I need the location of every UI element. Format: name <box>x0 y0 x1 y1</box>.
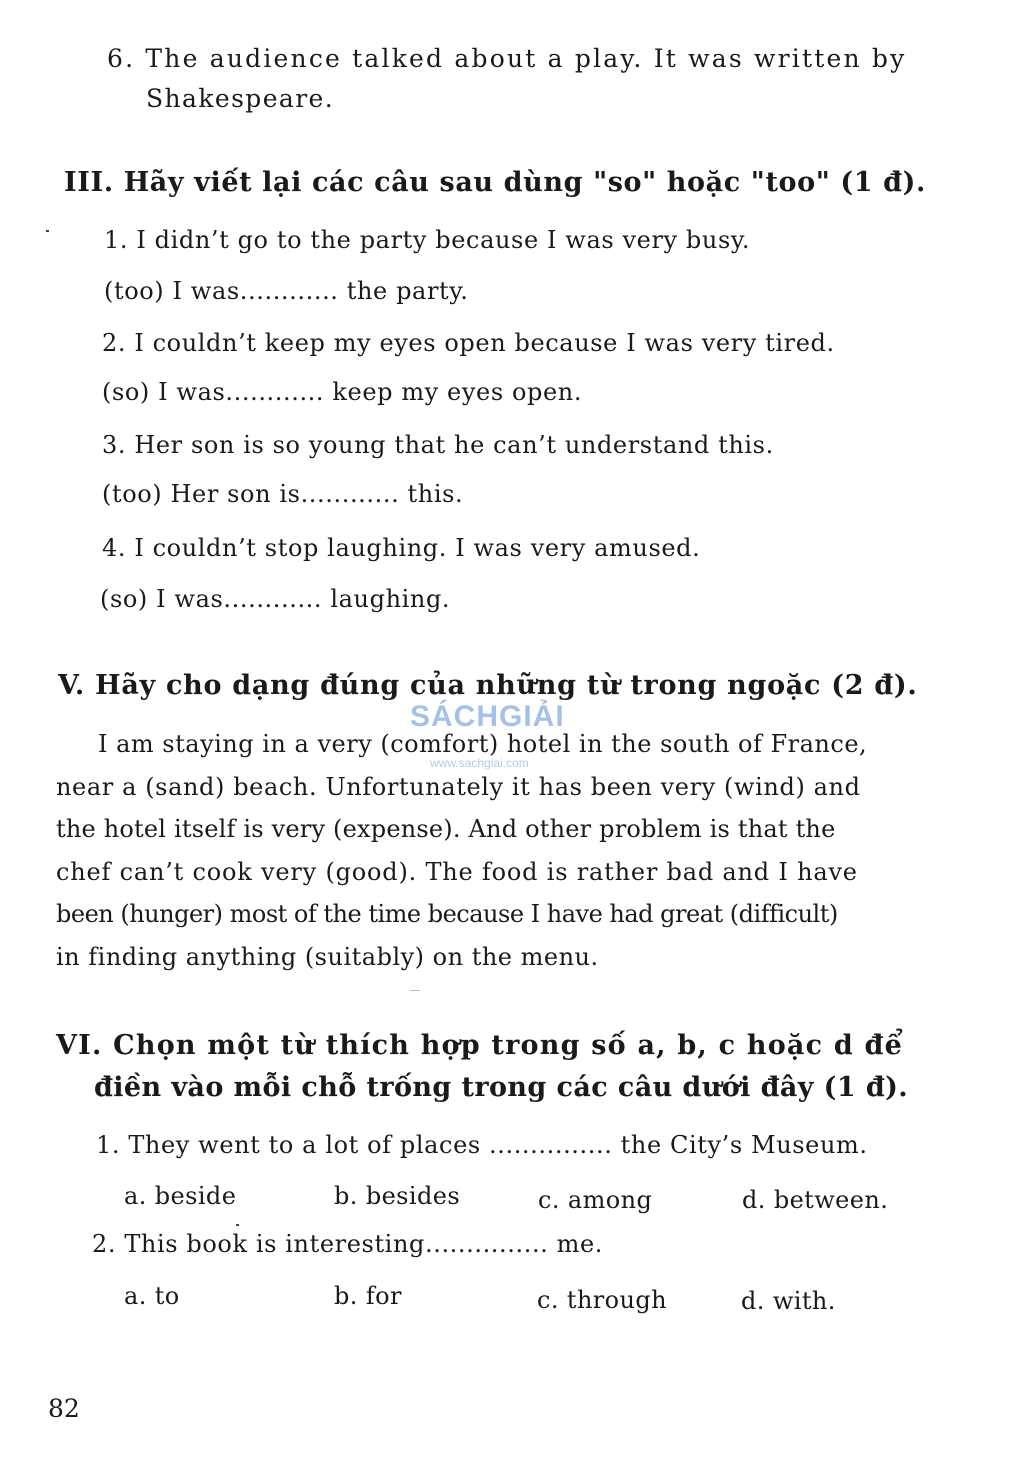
section-vi-question-1: 1. They went to a lot of places ............... the City’s Museum. <box>96 1131 868 1159</box>
section-iii-item-3-rewrite: (too) Her son is............ this. <box>102 480 464 508</box>
section-v-paragraph <box>56 723 954 979</box>
section-iii-item-4-sentence: 4. I couldn’t stop laughing. I was very amused. <box>102 534 701 562</box>
scan-speck <box>236 1224 239 1226</box>
section-iii-heading: III. Hãy viết lại các câu sau dùng "so" hoặc "too" (1 đ). <box>64 167 927 198</box>
question-2-option-a: a. to <box>124 1282 180 1310</box>
question-1-option-b: b. besides <box>334 1182 461 1210</box>
watermark-url: www.sachgiai.com <box>430 756 529 770</box>
section-v-line-2: near a (sand) beach. Unfortunately it has been very (wind) and <box>56 772 861 801</box>
scan-speck <box>410 990 420 991</box>
section-iii-item-4-rewrite: (so) I was............ laughing. <box>100 585 451 613</box>
section-v-line-6: in finding anything (suitably) on the menu. <box>56 942 599 971</box>
section-ii-item-6-line-2: Shakespeare. <box>146 84 335 113</box>
question-2-option-c: c. through <box>537 1286 667 1314</box>
section-vi-heading-line-2: điền vào mỗi chỗ trống trong các câu dưới đây (1 đ). <box>94 1072 909 1103</box>
section-iii-item-2-sentence: 2. I couldn’t keep my eyes open because I was very tired. <box>102 329 835 357</box>
section-vi-question-2: 2. This book is interesting............... me. <box>92 1230 604 1258</box>
section-v-line-3: the hotel itself is very (expense). And other problem is that the <box>56 815 836 844</box>
question-2-option-b: b. for <box>334 1282 402 1310</box>
section-iii-item-2-rewrite: (so) I was............ keep my eyes open. <box>102 378 583 406</box>
question-1-option-c: c. among <box>538 1186 653 1214</box>
section-v-line-4: chef can’t cook very (good). The food is rather bad and I have <box>56 857 858 886</box>
section-vi-heading-line-1: VI. Chọn một từ thích hợp trong số a, b, c hoặc d để <box>56 1030 903 1061</box>
page-number: 82 <box>48 1394 80 1423</box>
section-iii-item-1-rewrite: (too) I was............ the party. <box>104 277 469 305</box>
question-1-option-a: a. beside <box>124 1182 237 1210</box>
section-v-heading: V. Hãy cho dạng đúng của những từ trong ngoặc (2 đ). <box>58 670 918 701</box>
scan-speck <box>46 230 49 232</box>
watermark-logo: SÁCHGIẢI <box>410 700 565 733</box>
section-v-line-1: I am staying in a very (comfort) hotel in the south of France, <box>98 730 868 758</box>
section-ii-item-6-line-1: 6. The audience talked about a play. It was written by <box>107 44 907 73</box>
question-1-option-d: d. between. <box>742 1186 889 1214</box>
question-2-option-d: d. with. <box>741 1287 836 1315</box>
section-v-line-5: been (hunger) most of the time because I have had great (difficult) <box>56 900 838 929</box>
section-iii-item-3-sentence: 3. Her son is so young that he can’t understand this. <box>102 431 774 459</box>
section-iii-item-1-sentence: 1. I didn’t go to the party because I was very busy. <box>104 226 751 254</box>
